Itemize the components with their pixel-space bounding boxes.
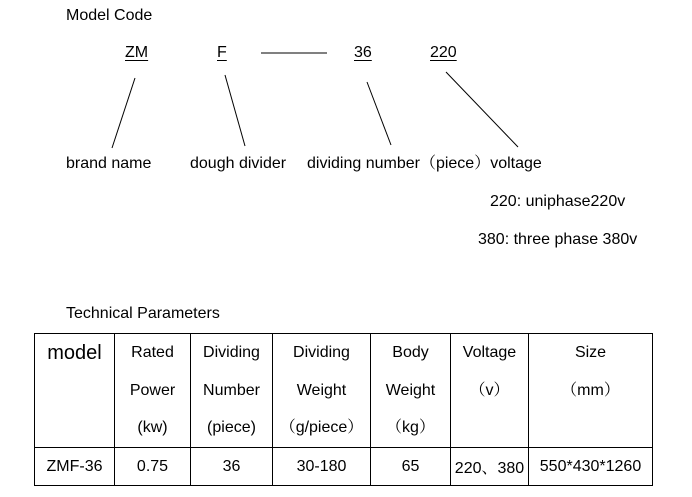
header-rated-power: [115, 334, 191, 448]
header-body-weight: [371, 334, 451, 448]
code-type: F: [217, 44, 227, 61]
header-size: [529, 334, 653, 448]
header-line: （mm）: [561, 381, 620, 399]
cell-rated-power: 0.75: [115, 448, 191, 486]
header-line: Power: [129, 381, 176, 399]
connector-lines: [0, 0, 692, 160]
cell-size: 550*430*1260: [529, 448, 653, 486]
header-line: Number: [203, 381, 260, 399]
header-line: （v）: [469, 381, 510, 399]
brand-pointer-line: [112, 78, 135, 148]
voltage-note-220: 220: uniphase220v: [490, 193, 626, 210]
code-voltage: 220: [430, 44, 457, 61]
type-pointer-line: [225, 75, 245, 146]
voltage-pointer-line: [446, 72, 518, 147]
label-brand-name: brand name: [66, 155, 152, 172]
header-dividing-number: [191, 334, 273, 448]
table-header-row: [35, 334, 653, 448]
technical-parameters-table: [34, 333, 653, 486]
header-dividing-weight: [273, 334, 371, 448]
code-number: 36: [354, 44, 372, 61]
header-line: (kw): [137, 419, 168, 436]
cell-model: ZMF-36: [35, 448, 115, 486]
header-line: Dividing: [203, 344, 260, 361]
cell-dividing-weight: 30-180: [273, 448, 371, 486]
label-dividing-voltage: dividing number（piece）voltage: [307, 155, 542, 172]
header-line: Body: [392, 344, 429, 361]
header-model: [35, 334, 115, 448]
code-brand: ZM: [125, 44, 149, 61]
header-line: Weight: [296, 381, 347, 399]
header-model-text: model: [47, 342, 102, 364]
header-line: （g/piece）: [279, 419, 364, 436]
number-pointer-line: [367, 82, 391, 145]
label-dough-divider: dough divider: [190, 155, 287, 172]
technical-parameters-title: Technical Parameters: [66, 305, 220, 322]
cell-body-weight: 65: [371, 448, 451, 486]
header-voltage: [451, 334, 529, 448]
header-line: Rated: [131, 344, 174, 361]
table-row: [35, 448, 653, 486]
header-line: Voltage: [462, 344, 517, 361]
header-line: Weight: [385, 381, 436, 399]
header-line: Dividing: [293, 344, 350, 361]
cell-voltage: 220、380: [451, 448, 529, 486]
header-line: （kg）: [386, 419, 435, 436]
cell-dividing-number: 36: [191, 448, 273, 486]
voltage-note-380: 380: three phase 380v: [478, 231, 638, 248]
model-code-title: Model Code: [66, 7, 153, 24]
header-line: Size: [574, 344, 607, 361]
header-line: (piece): [207, 419, 256, 436]
